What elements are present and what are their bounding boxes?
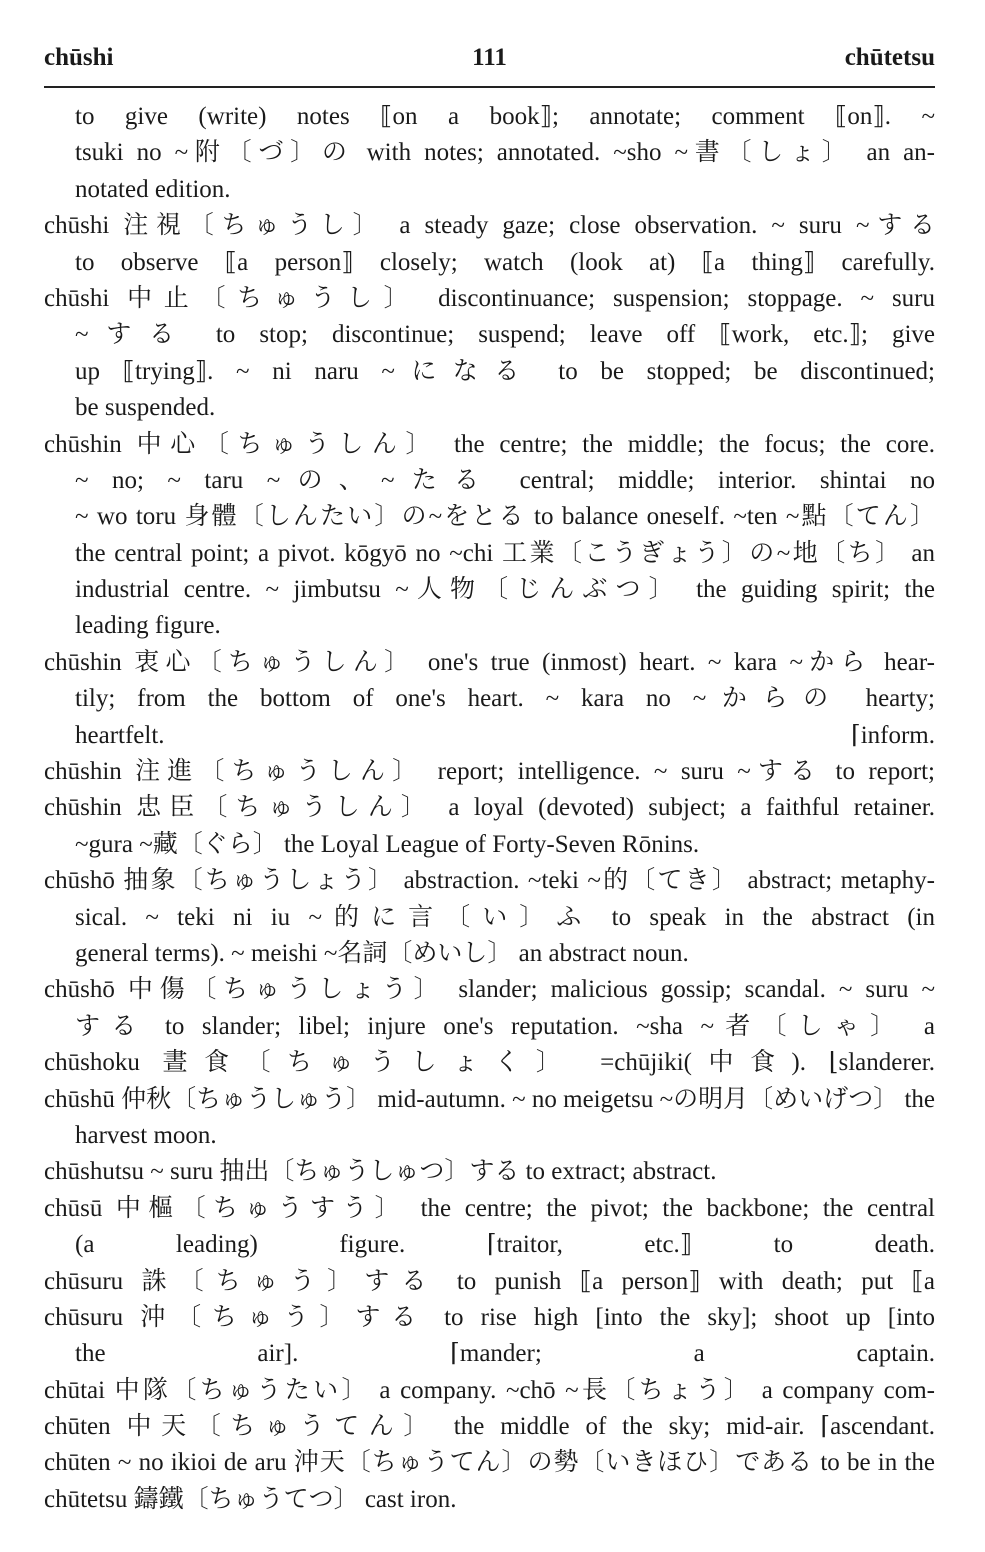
entry-headword-line: chūsū 中樞〔ちゅうすう〕 the centre; the pivot; the backbone; the central: [44, 1194, 935, 1222]
entry-headword-line: [44, 1045, 935, 1081]
entry-line: be suspended.: [75, 394, 216, 422]
entry-headword-line: chūtai 中隊〔ちゅうたい〕 a company. ~chō ~長〔ちょう〕 a company com-: [44, 1376, 935, 1404]
entry-line-text: (a leading) figure.: [75, 1231, 406, 1259]
entry-headword-line: chūshin 注進〔ちゅうしん〕 report; intelligence. ~ suru ~する to report;: [44, 758, 935, 786]
entry-line: sical. ~ teki ni iu ~的に言〔い〕ふ to speak in the abstract (in: [75, 903, 935, 931]
entry-line: up ⟦trying⟧. ~ ni naru ~になる to be stopped; be discontinued;: [75, 357, 935, 385]
entry-line-text: chūshoku 晝食〔ちゅうしょく〕 =chūjiki(中食).: [44, 1049, 807, 1077]
entry-line: ~ wo toru 身體〔しんたい〕の~をとる to balance oneself. ~ten ~點〔てん〕: [75, 503, 935, 531]
entry-line: the central point; a pivot. kōgyō no ~chi 工業〔こうぎょう〕の~地〔ち〕 an: [75, 539, 935, 567]
entry-line: ~gura ~藏〔ぐら〕 the Loyal League of Forty-Seven Rōnins.: [75, 830, 700, 858]
entry-line-text: the air].: [75, 1340, 299, 1368]
entry-line: ~ no; ~ taru ~の、~たる central; middle; interior. shintai no: [75, 466, 935, 494]
entry-headword-line: chūshō 抽象〔ちゅうしょう〕 abstraction. ~teki ~的〔てき〕 abstract; metaphy-: [44, 867, 935, 895]
entry-headword-line: chūshi 中止〔ちゅうし〕 discontinuance; suspension; stoppage. ~ suru: [44, 284, 935, 312]
entry-line: general terms). ~ meishi ~名詞〔めいし〕 an abstract noun.: [75, 939, 689, 967]
entry-headword-line: chūshū 仲秋〔ちゅうしゅう〕 mid-autumn. ~ no meigetsu ~の明月〔めいげつ〕 the: [44, 1085, 935, 1113]
overflow-fragment: ⌈mander; a captain.: [450, 1340, 935, 1368]
entry-line-text: chūten 中天〔ちゅうてん〕 the middle of the sky; mid-air.: [44, 1413, 805, 1441]
header-last-entry: chūtetsu: [844, 44, 935, 71]
entry-line: industrial centre. ~ jimbutsu ~人物〔じんぶつ〕 the guiding spirit; the: [75, 576, 935, 604]
entry-line: [44, 1336, 935, 1372]
entry-line: harvest moon.: [75, 1121, 217, 1149]
entry-headword-line: chūsuru 誅〔ちゅう〕する to punish ⟦a person⟧ with death; put ⟦a: [44, 1267, 935, 1295]
entry-headword-line: chūshin 衷心〔ちゅうしん〕 one's true (inmost) heart. ~ kara ~から hear-: [44, 648, 935, 676]
entry-headword-line: [44, 1409, 935, 1445]
page-number: 111: [472, 44, 507, 71]
entry-line-text: heartfelt.: [75, 721, 165, 749]
entry-line: notated edition.: [75, 175, 231, 203]
entry-line: to give (write) notes ⟦on a book⟧; annotate; comment ⟦on⟧. ~: [75, 103, 935, 130]
overflow-fragment: ⌊slanderer.: [828, 1049, 935, 1077]
entry-headword-line: chūshutsu ~ suru 抽出〔ちゅうしゅつ〕する to extract; abstract.: [44, 1158, 717, 1186]
overflow-fragment: ⌈inform.: [850, 721, 935, 749]
header-rule: [44, 86, 935, 88]
entry-line: tily; from the bottom of one's heart. ~ kara no ~からの hearty;: [75, 685, 935, 713]
page-header: [44, 40, 935, 80]
overflow-fragment: ⌈traitor, etc.⟧ to death.: [486, 1231, 935, 1259]
dictionary-entries: [44, 99, 935, 1518]
entry-headword-line: chūshin 中心〔ちゅうしん〕 the centre; the middle; the focus; the core.: [44, 430, 935, 458]
entry-line: leading figure.: [75, 612, 221, 640]
entry-line: [44, 1227, 935, 1263]
entry-line: する to slander; libel; injure one's reputation. ~sha ~者〔しゃ〕 a: [75, 1012, 935, 1040]
entry-headword-line: chūshi 注視〔ちゅうし〕 a steady gaze; close observation. ~ suru ~する: [44, 212, 935, 240]
entry-line: [44, 718, 935, 754]
entry-headword-line: chūtetsu 鑄鐵〔ちゅうてつ〕 cast iron.: [44, 1485, 457, 1513]
entry-headword-line: chūshō 中傷〔ちゅうしょう〕 slander; malicious gossip; scandal. ~ suru ~: [44, 976, 935, 1004]
entry-headword-line: chūten ~ no ikioi de aru 沖天〔ちゅうてん〕の勢〔いきほひ〕である to be in the: [44, 1449, 935, 1477]
overflow-fragment: ⌈ascendant.: [820, 1413, 935, 1441]
entry-line: tsuki no ~附〔づ〕の with notes; annotated. ~sho ~書〔しょ〕 an an-: [75, 139, 935, 167]
entry-headword-line: chūsuru 沖〔ちゅう〕する to rise high [into the sky]; shoot up [into: [44, 1303, 935, 1331]
header-first-entry: chūshi: [44, 44, 114, 71]
entry-line: to observe ⟦a person⟧ closely; watch (look at) ⟦a thing⟧ carefully.: [75, 248, 935, 276]
entry-line: ~する to stop; discontinue; suspend; leave off ⟦work, etc.⟧; give: [75, 321, 935, 349]
entry-headword-line: chūshin 忠臣〔ちゅうしん〕 a loyal (devoted) subject; a faithful retainer.: [44, 794, 935, 822]
